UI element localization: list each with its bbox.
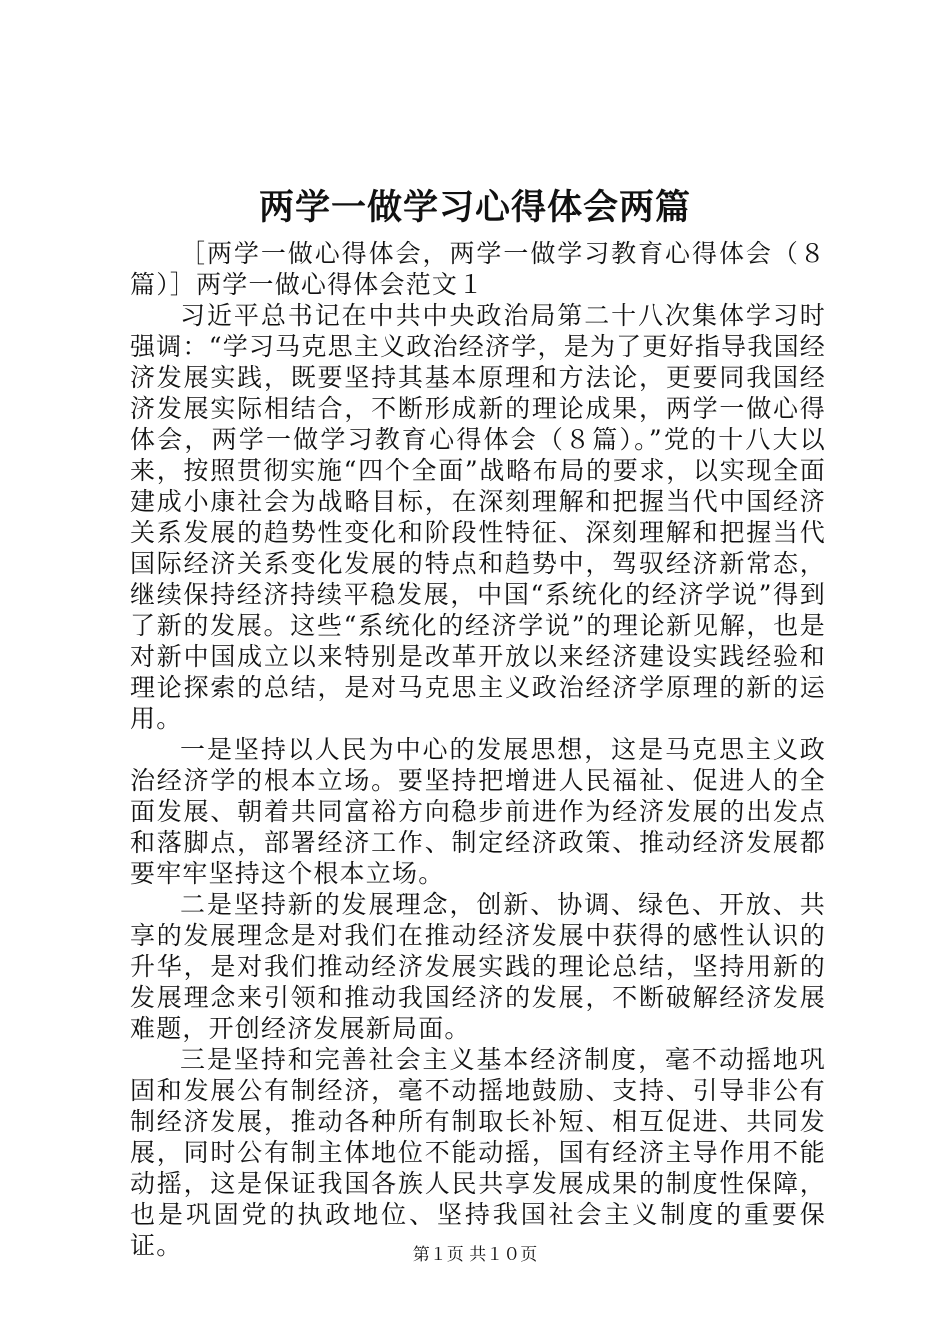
- paragraph-point-three: 三是坚持和完善社会主义基本经济制度，毫不动摇地巩固和发展公有制经济，毫不动摇地鼓励、支持、引导非公有制经济发展，推动各种所有制取长补短、相互促进、共同发展，同时公有制主体地位不能动摇，国有经济主导作用不能动摇，这是保证我国各族人民共享发展成果的制度性保障，也是巩固党的执政地位、坚持我国社会主义制度的重要保证。: [130, 1045, 826, 1260]
- paragraph-intro: ［两学一做心得体会，两学一做学习教育心得体会（８篇）］两学一做心得体会范文１: [130, 239, 826, 299]
- document-title: 两学一做学习心得体会两篇: [258, 187, 691, 228]
- paragraph-point-two: 二是坚持新的发展理念，创新、协调、绿色、开放、共享的发展理念是对我们在推动经济发展中获得的感性认识的升华，是对我们推动经济发展实践的理论总结，坚持用新的发展理念来引领和推动我国经济的发展，不断破解经济发展难题，开创经济发展新局面。: [130, 890, 826, 1043]
- paragraph-main: 习近平总书记在中共中央政治局第二十八次集体学习时强调：“学习马克思主义政治经济学，是为了更好指导我国经济发展实践，既要坚持其基本原理和方法论，更要同我国经济发展实际相结合，不断形成新的理论成果，两学一做心得体会，两学一做学习教育心得体会（８篇）。”党的十八大以来，按照贯彻实施“四个全面”战略布局的要求，以实现全面建成小康社会为战略目标，在深刻理解和把握当代中国经济关系发展的趋势性变化和阶段性特征、深刻理解和把握当代国际经济关系变化发展的特点和趋势中，驾驭经济新常态，继续保持经济持续平稳发展，中国“系统化的经济学说”得到了新的发展。这些“系统化的经济学说”的理论新见解，也是对新中国成立以来特别是改革开放以来经济建设实践经验和理论探索的总结，是对马克思主义政治经济学原理的新的运用。: [130, 301, 826, 733]
- document-body: [130, 238, 826, 1261]
- page-footer: 第１页 共１０页: [412, 1245, 538, 1265]
- paragraph-point-one: 一是坚持以人民为中心的发展思想，这是马克思主义政治经济学的根本立场。要坚持把增进人民福祉、促进人的全面发展、朝着共同富裕方向稳步前进作为经济发展的出发点和落脚点，部署经济工作、制定经济政策、推动经济发展都要牢牢坚持这个根本立场。: [130, 735, 826, 888]
